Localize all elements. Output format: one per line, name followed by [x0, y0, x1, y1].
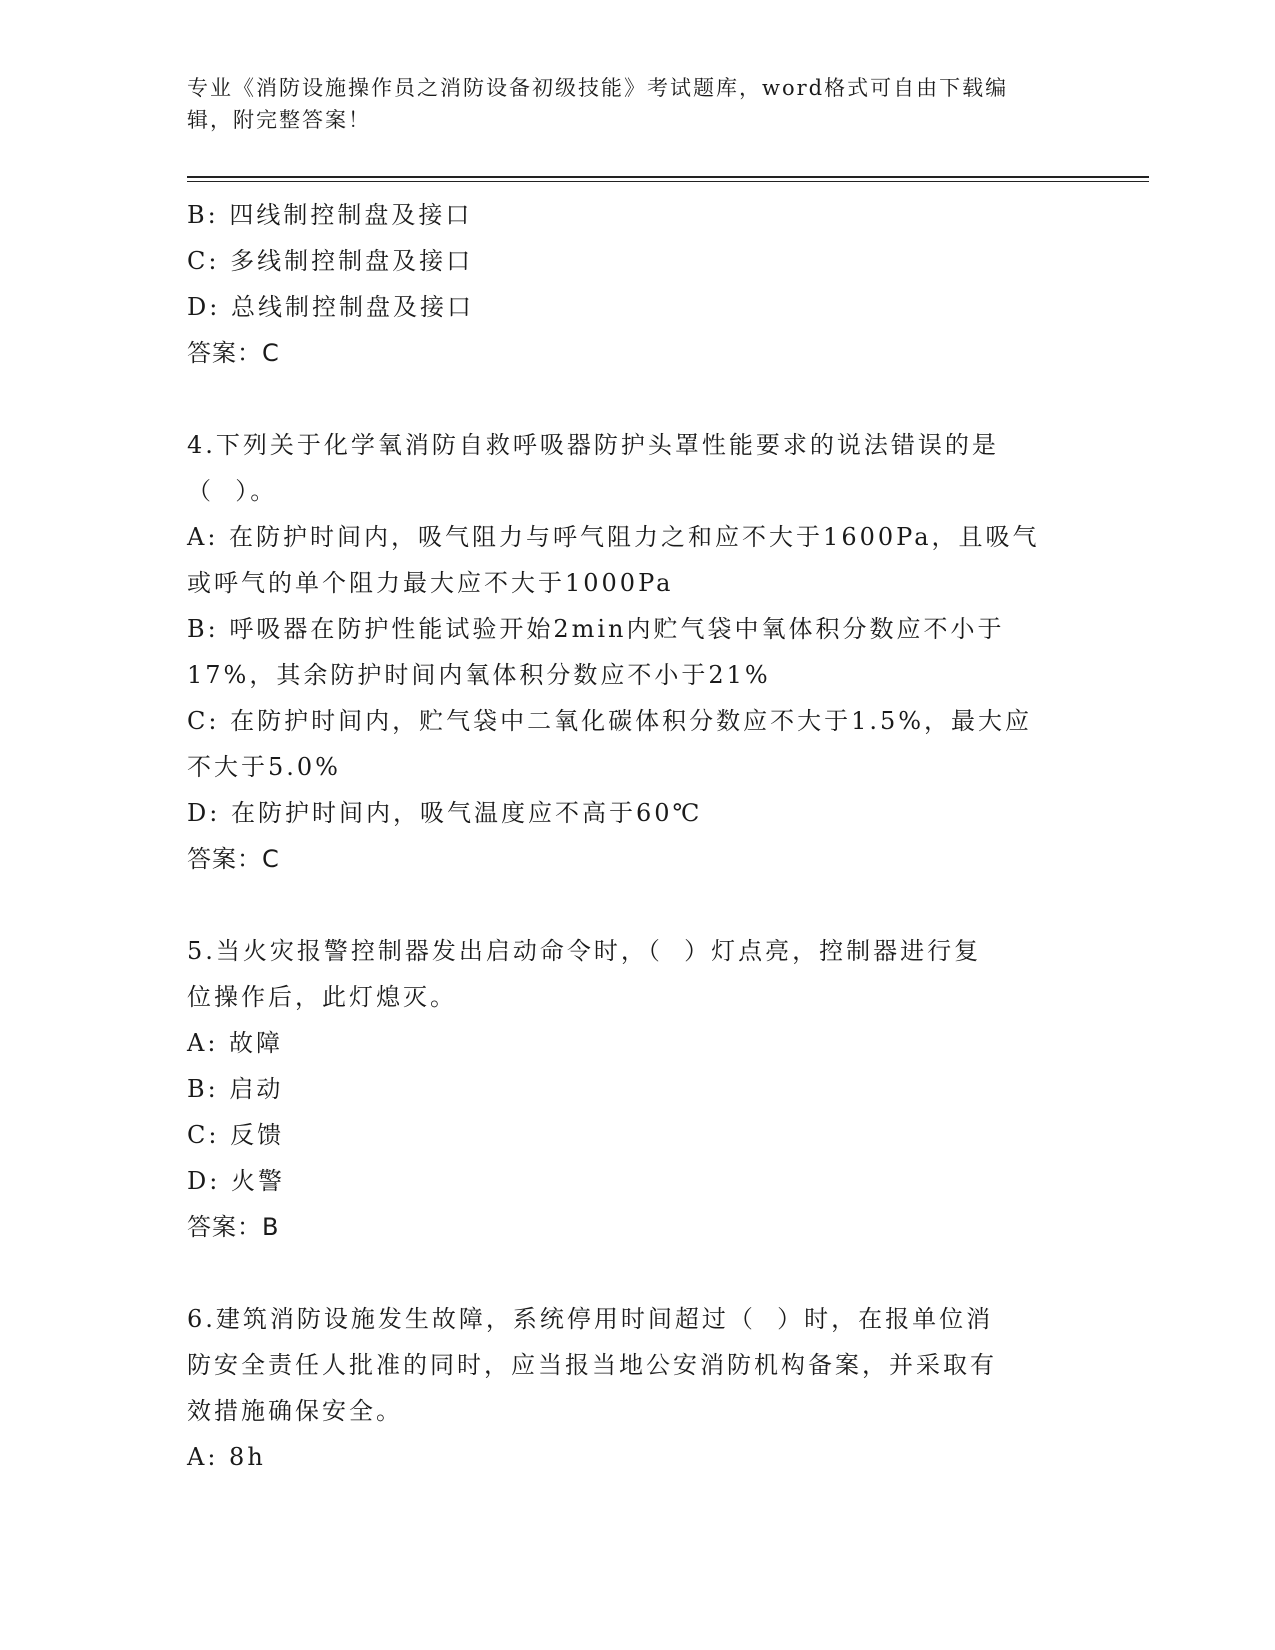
q3-option-c: C: 多线制控制盘及接口: [187, 247, 474, 275]
header-line-1: 专业《消防设施操作员之消防设备初级技能》考试题库，word格式可自由下载编: [187, 76, 1009, 100]
q4-option-b-line-1: B: 呼吸器在防护性能试验开始2min内贮气袋中氧体积分数应不小于: [187, 615, 1005, 643]
q3-option-b: B: 四线制控制盘及接口: [187, 201, 473, 229]
question-6: [187, 1296, 1087, 1480]
q4-option-c-line-1: C: 在防护时间内，贮气袋中二氧化碳体积分数应不大于1.5%，最大应: [187, 707, 1033, 735]
q3-option-d: D: 总线制控制盘及接口: [187, 293, 474, 321]
header-divider-thin: [187, 181, 1149, 182]
q4-option-a-line-2: 或呼气的单个阻力最大应不大于1000Pa: [187, 569, 674, 597]
question-3-tail: [187, 192, 1087, 376]
q4-stem-line-1: 4.下列关于化学氧消防自救呼吸器防护头罩性能要求的说法错误的是: [187, 431, 999, 459]
q4-stem-line-2: （ ）。: [187, 477, 278, 505]
q5-option-c: C: 反馈: [187, 1121, 285, 1149]
q5-option-a: A: 故障: [187, 1029, 284, 1057]
q6-stem-line-2: 防安全责任人批准的同时，应当报当地公安消防机构备案，并采取有: [187, 1351, 997, 1379]
q5-answer: 答案：B: [187, 1213, 280, 1241]
header-line-2: 辑，附完整答案！: [187, 108, 371, 132]
q4-option-d: D: 在防护时间内，吸气温度应不高于60℃: [187, 799, 703, 827]
q6-stem-line-1: 6.建筑消防设施发生故障，系统停用时间超过（ ）时，在报单位消: [187, 1305, 994, 1333]
question-5: [187, 928, 1087, 1250]
q5-option-d: D: 火警: [187, 1167, 285, 1195]
header-divider-thick: [187, 176, 1149, 178]
q4-option-b-line-2: 17%，其余防护时间内氧体积分数应不小于21%: [187, 661, 771, 689]
q6-stem-line-3: 效措施确保安全。: [187, 1397, 403, 1425]
spacer: [187, 882, 1087, 928]
question-4: [187, 422, 1087, 882]
q4-option-c-line-2: 不大于5.0%: [187, 753, 341, 781]
q5-stem-line-1: 5.当火灾报警控制器发出启动命令时，（ ）灯点亮，控制器进行复: [187, 937, 982, 965]
spacer: [187, 376, 1087, 422]
q6-option-a: A: 8h: [187, 1443, 266, 1471]
spacer: [187, 1250, 1087, 1296]
q3-answer: 答案：C: [187, 339, 280, 367]
q4-answer: 答案：C: [187, 845, 280, 873]
q5-option-b: B: 启动: [187, 1075, 284, 1103]
document-header: [187, 72, 1077, 136]
question-content: [187, 192, 1087, 1480]
q5-stem-line-2: 位操作后，此灯熄灭。: [187, 983, 457, 1011]
q4-option-a-line-1: A: 在防护时间内，吸气阻力与呼气阻力之和应不大于1600Pa，且吸气: [187, 523, 1040, 551]
